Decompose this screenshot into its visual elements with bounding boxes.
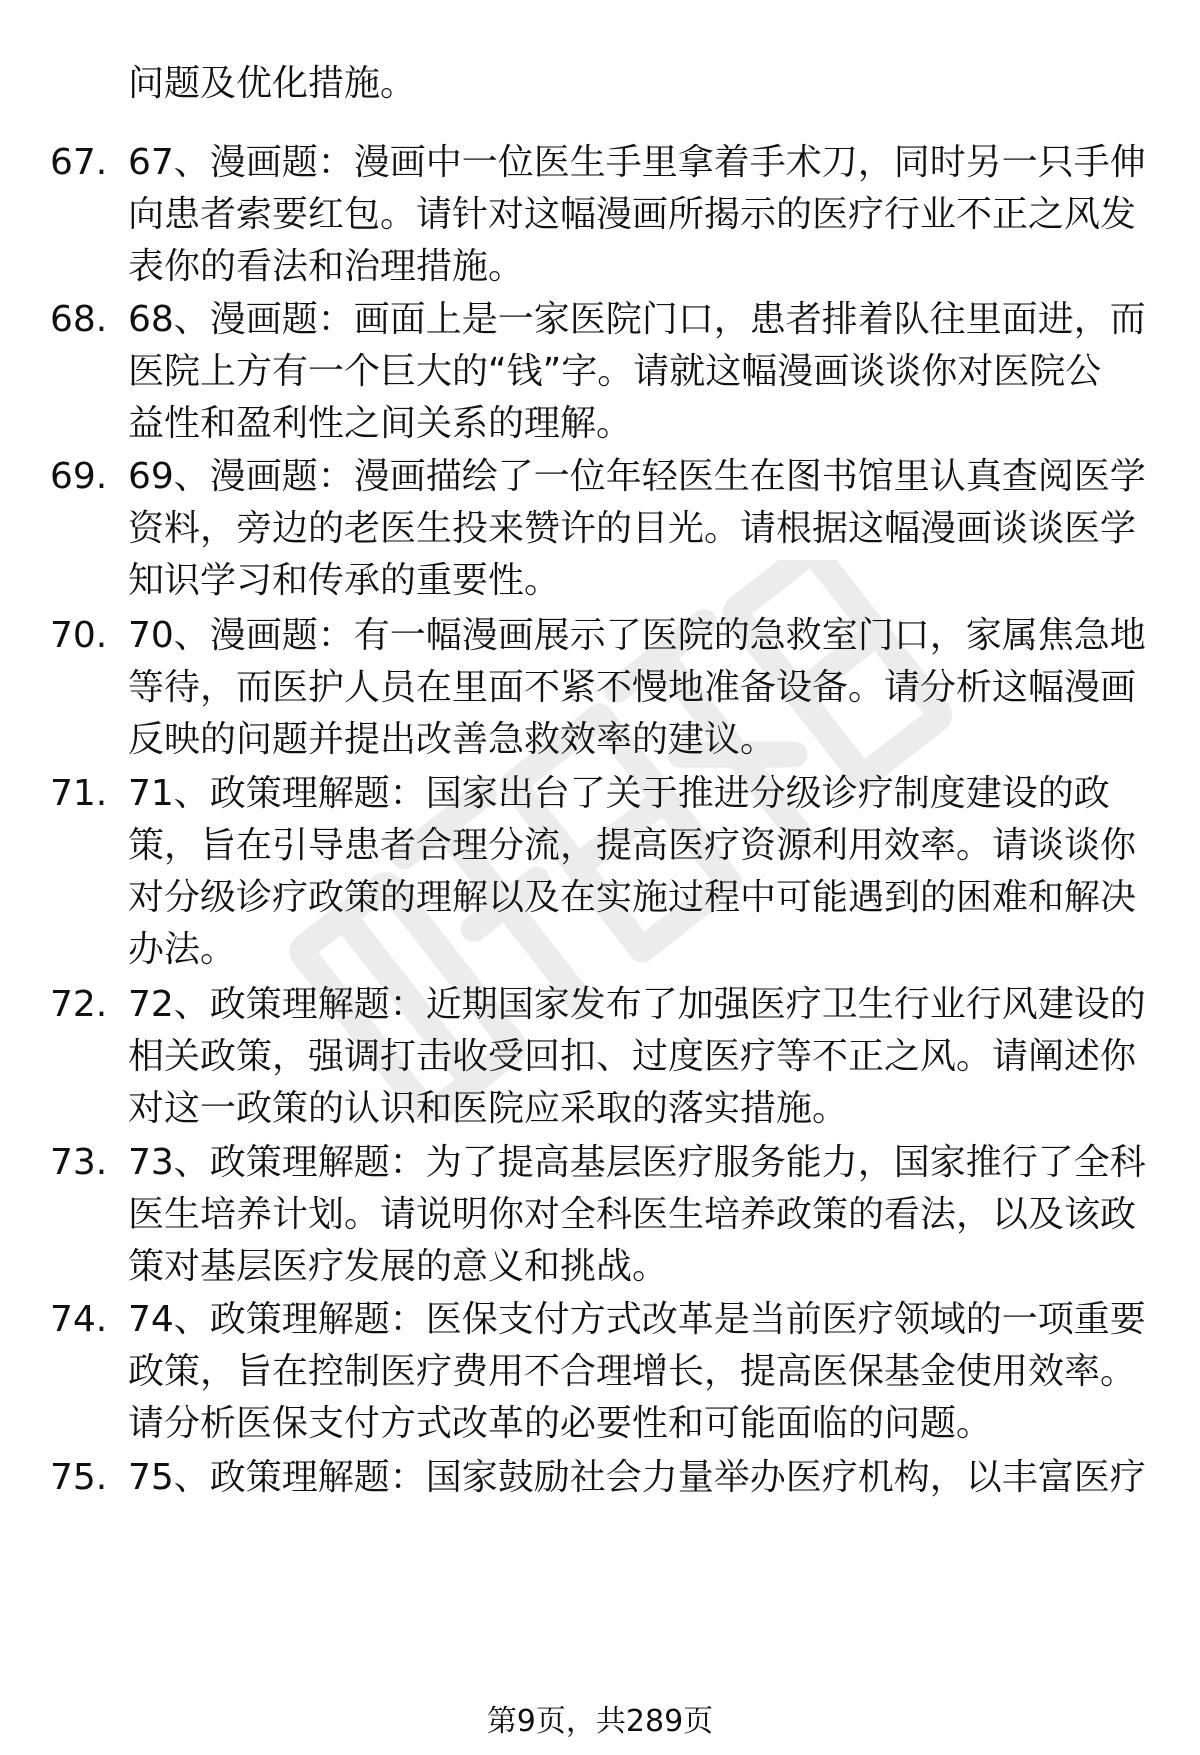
item-number: 74. <box>50 1299 108 1340</box>
item-line: 政策，旨在控制医疗费用不合理增长，提高医保基金使用效率。 <box>128 1351 1137 1392</box>
item-text <box>128 1294 1150 1450</box>
item-number: 68. <box>50 299 108 340</box>
item-line: 向患者索要红包。请针对这幅漫画所揭示的医疗行业不正之风发 <box>128 194 1137 235</box>
item-line: 69、漫画题：漫画描绘了一位年轻医生在图书馆里认真查阅医学 <box>128 456 1146 497</box>
item-line: 71、政策理解题：国家出台了关于推进分级诊疗制度建设的政 <box>128 773 1110 814</box>
item-line: 策，旨在引导患者合理分流，提高医疗资源利用效率。请谈谈你 <box>128 825 1137 866</box>
item-line: 反映的问题并提出改善急救效率的建议。 <box>128 719 777 760</box>
item-number: 72. <box>50 984 108 1025</box>
item-line: 75、政策理解题：国家鼓励社会力量举办医疗机构，以丰富医疗 <box>128 1457 1146 1498</box>
item-line: 益性和盈利性之间关系的理解。 <box>128 403 633 444</box>
item-line: 对这一政策的认识和医院应采取的落实措施。 <box>128 1088 849 1129</box>
continuation-text: 问题及优化措施。 <box>128 63 417 104</box>
item-line: 等待，而医护人员在里面不紧不慢地准备设备。请分析这幅漫画 <box>128 667 1137 708</box>
item-text <box>128 768 1150 976</box>
item-number: 69. <box>50 456 108 497</box>
item-text <box>128 137 1150 293</box>
item-line: 70、漫画题：有一幅漫画展示了医院的急救室门口，家属焦急地 <box>128 615 1146 656</box>
item-text <box>128 610 1150 766</box>
item-line: 办法。 <box>128 929 237 970</box>
item-line: 67、漫画题：漫画中一位医生手里拿着手术刀，同时另一只手伸 <box>128 142 1146 183</box>
item-line: 医生培养计划。请说明你对全科医生培养政策的看法，以及该政 <box>128 1194 1137 1235</box>
item-number: 67. <box>50 142 108 183</box>
item-line: 医院上方有一个巨大的“钱”字。请就这幅漫画谈谈你对医院公 <box>128 351 1102 392</box>
item-line: 68、漫画题：画面上是一家医院门口，患者排着队往里面进，而 <box>128 299 1146 340</box>
item-line: 相关政策，强调打击收受回扣、过度医疗等不正之风。请阐述你 <box>128 1036 1137 1077</box>
page-footer: 第9页，共289页 <box>486 1704 714 1739</box>
item-line: 表你的看法和治理措施。 <box>128 246 525 287</box>
item-line: 对分级诊疗政策的理解以及在实施过程中可能遇到的困难和解决 <box>128 877 1137 918</box>
item-text <box>128 1137 1150 1293</box>
item-number: 73. <box>50 1142 108 1183</box>
item-number: 70. <box>50 615 108 656</box>
item-text <box>128 1452 1150 1504</box>
item-line: 知识学习和传承的重要性。 <box>128 560 561 601</box>
item-line: 资料，旁边的老医生投来赞许的目光。请根据这幅漫画谈谈医学 <box>128 508 1137 549</box>
item-line: 请分析医保支付方式改革的必要性和可能面临的问题。 <box>128 1403 993 1444</box>
item-line: 策对基层医疗发展的意义和挑战。 <box>128 1246 669 1287</box>
item-number: 71. <box>50 773 108 814</box>
item-text <box>128 294 1150 450</box>
item-line: 74、政策理解题：医保支付方式改革是当前医疗领域的一项重要 <box>128 1299 1146 1340</box>
item-number: 75. <box>50 1457 108 1498</box>
item-line: 72、政策理解题：近期国家发布了加强医疗卫生行业行风建设的 <box>128 984 1146 1025</box>
item-text <box>128 451 1150 607</box>
item-text <box>128 979 1150 1135</box>
item-line: 73、政策理解题：为了提高基层医疗服务能力，国家推行了全科 <box>128 1142 1146 1183</box>
